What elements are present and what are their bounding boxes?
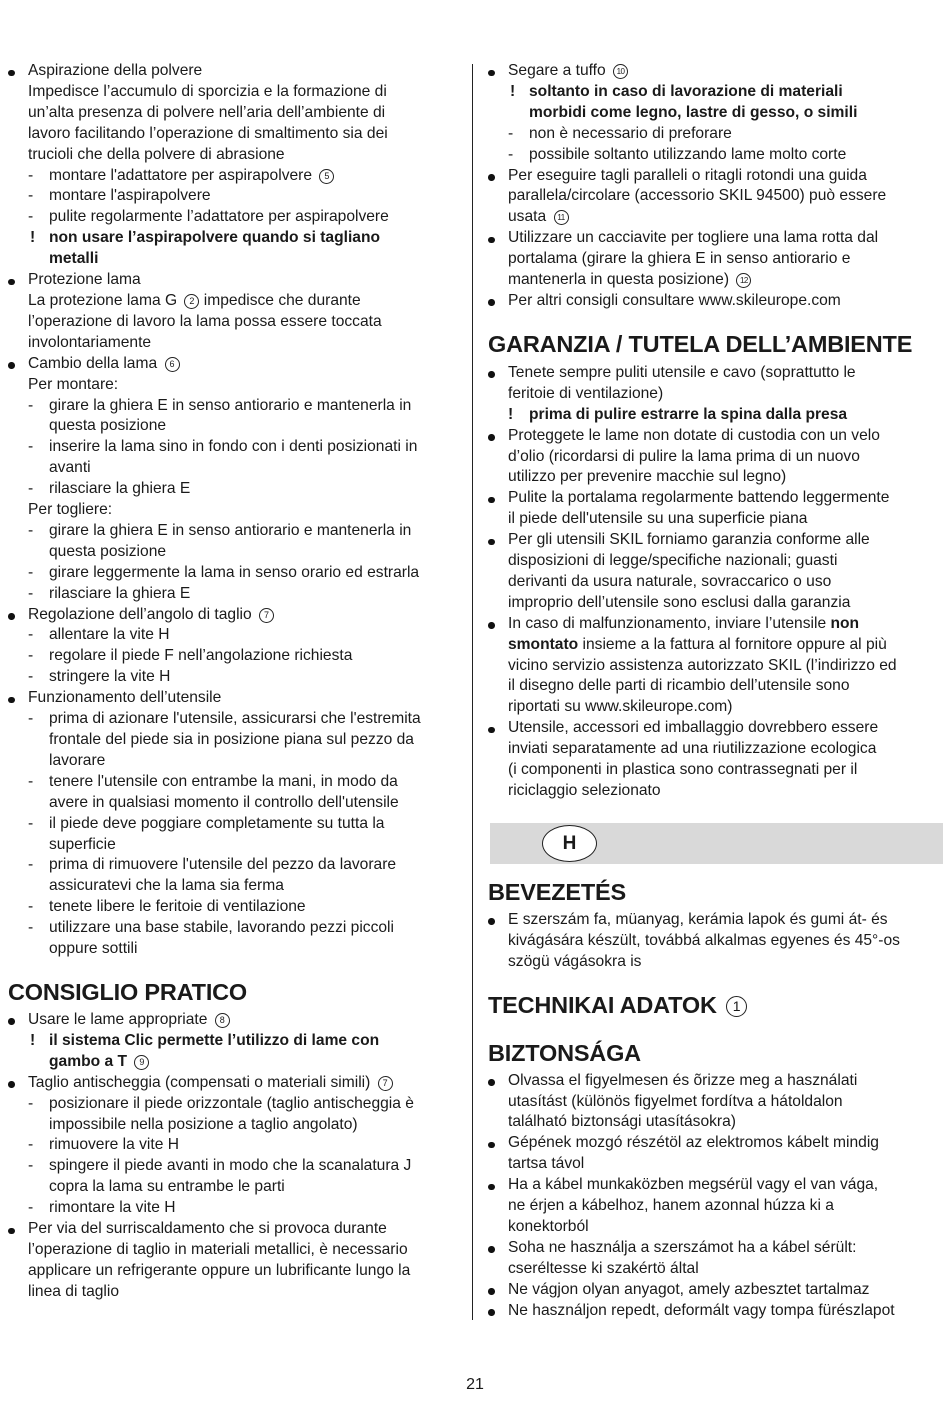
list-item: Pulite la portalama regolarmente battendo leggermente: [488, 488, 943, 509]
sub-item: questa posizione: [49, 417, 167, 435]
list-item: Proteggete le lame non dotate di custodia con un velo: [488, 426, 943, 447]
list-item: Aspirazione della polvere: [8, 61, 463, 82]
sub-item: frontale del piede sia in posizione piana sul pezzo da: [49, 731, 414, 748]
body-text: konektorból: [508, 1217, 589, 1235]
language-section-bar: [490, 823, 943, 864]
sub-item: - girare leggermente la lama in senso orario ed estrarla: [8, 563, 463, 584]
column-divider: [472, 64, 473, 1320]
sub-item: - possibile soltanto utilizzando lame molto corte: [488, 145, 943, 166]
figure-ref: 7: [378, 1076, 393, 1091]
body-text: trucioli che della polvere di abrasione: [28, 145, 285, 163]
body-text: riciclaggio selezionato: [508, 782, 661, 799]
body-text: smontato insieme a la fattura al fornitore oppure al più: [508, 635, 887, 653]
list-item: Per gli utensili SKIL forniamo garanzia conforme alle: [488, 530, 943, 551]
sub-item: - posizionare il piede orizzontale (taglio antischeggia è: [8, 1094, 463, 1115]
body-text: (i componenti in plastica sono contrassegnati per il: [508, 761, 858, 779]
body-text: il disegno delle parti di ricambio dell’utensile sono: [508, 677, 850, 695]
body-text: cseréltesse ki szakértö által: [508, 1259, 699, 1277]
body-text: feritoie di ventilazione): [508, 384, 664, 402]
list-item: Regolazione dell’angolo di taglio 7: [8, 605, 463, 626]
sub-item: - spingere il piede avanti in modo che la scanalatura J: [8, 1156, 463, 1177]
sub-item: lavorare: [49, 751, 106, 769]
language-badge: H: [542, 825, 597, 862]
sub-item: assicuratevi che la lama sia ferma: [49, 877, 284, 895]
section-heading: BIZTONSÁGA: [488, 1039, 641, 1066]
list-item: Utensile, accessori ed imballaggio dovrebbero essere: [488, 718, 943, 739]
body-text: Per togliere:: [28, 501, 113, 519]
list-item: Protezione lama: [8, 270, 463, 291]
figure-ref: 6: [165, 357, 180, 372]
body-text: l’operazione di taglio in materiali metallici, è necessario: [28, 1240, 408, 1258]
figure-ref: 5: [319, 169, 334, 184]
warning-line: ! soltanto in caso di lavorazione di materiali: [488, 82, 943, 103]
sub-item: oppure sottili: [49, 940, 138, 958]
sub-item: avere in qualsiasi momento il controllo dell'utensile: [49, 793, 399, 811]
sub-item: - rimontare la vite H: [8, 1198, 463, 1219]
figure-ref: 2: [184, 294, 199, 309]
section-heading: GARANZIA / TUTELA DELL’AMBIENTE: [488, 330, 913, 357]
sub-item: - rilasciare la ghiera E: [8, 584, 463, 605]
page-number: 21: [466, 1376, 484, 1393]
warning-line: metalli: [49, 250, 99, 268]
sub-item: - girare la ghiera E in senso antiorario e mantenerla in: [8, 521, 463, 542]
sub-item: - rimuovere la vite H: [8, 1135, 463, 1156]
body-text: La protezione lama G 2 impedisce che durante: [28, 291, 361, 309]
body-text: inviati separatamente ad una riutilizzazione ecologica: [508, 740, 877, 758]
figure-ref: 1: [726, 996, 747, 1017]
body-text: vicino servizio assistenza autorizzato SKIL (l’indirizzo ed: [508, 656, 897, 674]
section-heading: BEVEZETÉS: [488, 878, 626, 905]
figure-ref: 12: [736, 273, 751, 288]
right-column: [488, 0, 943, 1322]
warning-line: ! il sistema Clic permette l’utilizzo di lame con: [8, 1031, 463, 1052]
list-item: Gépének mozgó részétöl az elektromos kábelt mindig: [488, 1133, 943, 1154]
sub-item: - non è necessario di preforare: [488, 124, 943, 145]
figure-ref: 9: [134, 1055, 149, 1070]
sub-item: - montare l'adattatore per aspirapolvere 5: [8, 166, 463, 187]
body-text: un’alta presenza di polvere nell’aria dell’ambiente di: [28, 103, 386, 121]
body-text: derivanti da usura naturale, sovraccarico o uso: [508, 572, 832, 590]
body-text: portalama (girare la ghiera E in senso antiorario e: [508, 250, 851, 268]
sub-item: impossibile nella posizione a taglio angolato): [49, 1115, 358, 1133]
warning-line: gambo a T 9: [8, 1052, 463, 1073]
body-text: mantenerla in questa posizione) 12: [488, 270, 943, 291]
list-item: Tenete sempre puliti utensile e cavo (soprattutto le: [488, 363, 943, 384]
sub-item: - pulite regolarmente l’adattatore per aspirapolvere: [8, 207, 463, 228]
list-item: Utilizzare un cacciavite per togliere una lama rotta dal: [488, 228, 943, 249]
body-text: usata 11: [488, 207, 943, 228]
body-text: utilizzo per prevenire macchie sul legno): [508, 468, 787, 486]
list-item: Segare a tuffo 10: [488, 61, 943, 82]
list-item: Per via del surriscaldamento che si provoca durante: [8, 1219, 463, 1240]
sub-item: - tenere l'utensile con entrambe la mani, in modo da: [8, 772, 463, 793]
figure-ref: 8: [215, 1013, 230, 1028]
body-text: linea di taglio: [28, 1282, 120, 1300]
list-item: Per altri consigli consultare www.skileurope.com: [488, 291, 943, 312]
sub-item: - rilasciare la ghiera E: [8, 479, 463, 500]
body-text: Per montare:: [28, 375, 119, 393]
warning-line: ! prima di pulire estrarre la spina dalla presa: [508, 405, 848, 423]
body-text: parallela/circolare (accessorio SKIL 94500) può essere: [508, 187, 887, 205]
list-item: Ne használjon repedt, deformált vagy tompa fürészlapot: [488, 1301, 943, 1322]
body-text: szögü vágásokra is: [508, 952, 642, 970]
list-item: Cambio della lama 6: [8, 354, 463, 375]
sub-item: - regolare il piede F nell’angolazione richiesta: [8, 646, 463, 667]
section-heading: CONSIGLIO PRATICO: [8, 978, 248, 1005]
sub-item: - tenete libere le feritoie di ventilazione: [8, 897, 463, 918]
list-item: Per eseguire tagli paralleli o ritagli rotondi una guida: [488, 166, 943, 187]
list-item: Olvassa el figyelmesen és õrizze meg a használati: [488, 1071, 943, 1092]
body-text: applicare un refrigerante oppure un lubrificante lungo la: [28, 1261, 411, 1279]
warning-line: morbidi come legno, lastre di gesso, o simili: [529, 103, 858, 121]
sub-item: - prima di azionare l'utensile, assicurarsi che l'estremita: [8, 709, 463, 730]
figure-ref: 11: [554, 210, 569, 225]
sub-item: - prima di rimuovere l'utensile del pezzo da lavorare: [8, 855, 463, 876]
sub-item: - montare l'aspirapolvere: [8, 186, 463, 207]
list-item: In caso di malfunzionamento, inviare l’utensile non: [488, 614, 943, 635]
body-text: disposizioni di legge/specifiche nazionali; guasti: [508, 552, 838, 570]
body-text: d’olio (ricordarsi di pulire la lama prima di un nuovo: [508, 447, 860, 465]
body-text: található biztonsági utasításokra): [508, 1113, 736, 1131]
sub-item: avanti: [49, 459, 91, 477]
sub-item: questa posizione: [49, 542, 167, 560]
body-text: l’operazione di lavoro la lama possa essere toccata: [28, 312, 382, 330]
sub-item: - utilizzare una base stabile, lavorando pezzi piccoli: [8, 918, 463, 939]
body-text: tartsa távol: [508, 1155, 585, 1173]
body-text: Impedisce l’accumulo di sporcizia e la formazione di: [28, 82, 387, 100]
sub-item: - stringere la vite H: [8, 667, 463, 688]
figure-ref: 10: [613, 64, 628, 79]
list-item: Funzionamento dell’utensile: [8, 688, 463, 709]
body-text: improprio dell’utensile sono esclusi dalla garanzia: [508, 593, 851, 611]
body-text: ne érjen a kábelhoz, hanem azonnal húzza ki a: [508, 1197, 834, 1215]
body-text: lavoro facilitando l’operazione di smaltimento sia dei: [28, 124, 388, 142]
sub-item: - allentare la vite H: [8, 625, 463, 646]
figure-ref: 7: [259, 608, 274, 623]
sub-item: - il piede deve poggiare completamente su tutta la: [8, 814, 463, 835]
section-heading: TECHNIKAI ADATOK 1: [488, 990, 943, 1020]
sub-item: - girare la ghiera E in senso antiorario e mantenerla in: [8, 396, 463, 417]
warning-line: ! non usare l’aspirapolvere quando si tagliano: [8, 228, 463, 249]
list-item: Ha a kábel munkaközben megsérül vagy el van vága,: [488, 1175, 943, 1196]
body-text: utasítást (különös figyelmet fordítva a hátoldalon: [508, 1092, 843, 1110]
list-item: Ne vágjon olyan anyagot, amely azbesztet tartalmaz: [488, 1280, 943, 1301]
left-column: [8, 0, 463, 1303]
body-text: riportati su www.skileurope.com): [508, 698, 733, 716]
list-item: Soha ne használja a szerszámot ha a kábel sérült:: [488, 1238, 943, 1259]
list-item: E szerszám fa, müanyag, kerámia lapok és gumi át- és: [488, 910, 943, 931]
list-item: Taglio antischeggia (compensati o materiali simili) 7: [8, 1073, 463, 1094]
body-text: involontariamente: [28, 333, 152, 351]
sub-item: superficie: [49, 835, 116, 853]
list-item: Usare le lame appropriate 8: [8, 1010, 463, 1031]
body-text: il piede dell'utensile su una superficie piana: [508, 510, 808, 528]
body-text: kivágására készült, továbbá alkalmas egyenes és 45°-os: [508, 931, 900, 949]
sub-item: - inserire la lama sino in fondo con i denti posizionati in: [8, 437, 463, 458]
sub-item: copra la lama su entrambe le parti: [49, 1178, 285, 1196]
